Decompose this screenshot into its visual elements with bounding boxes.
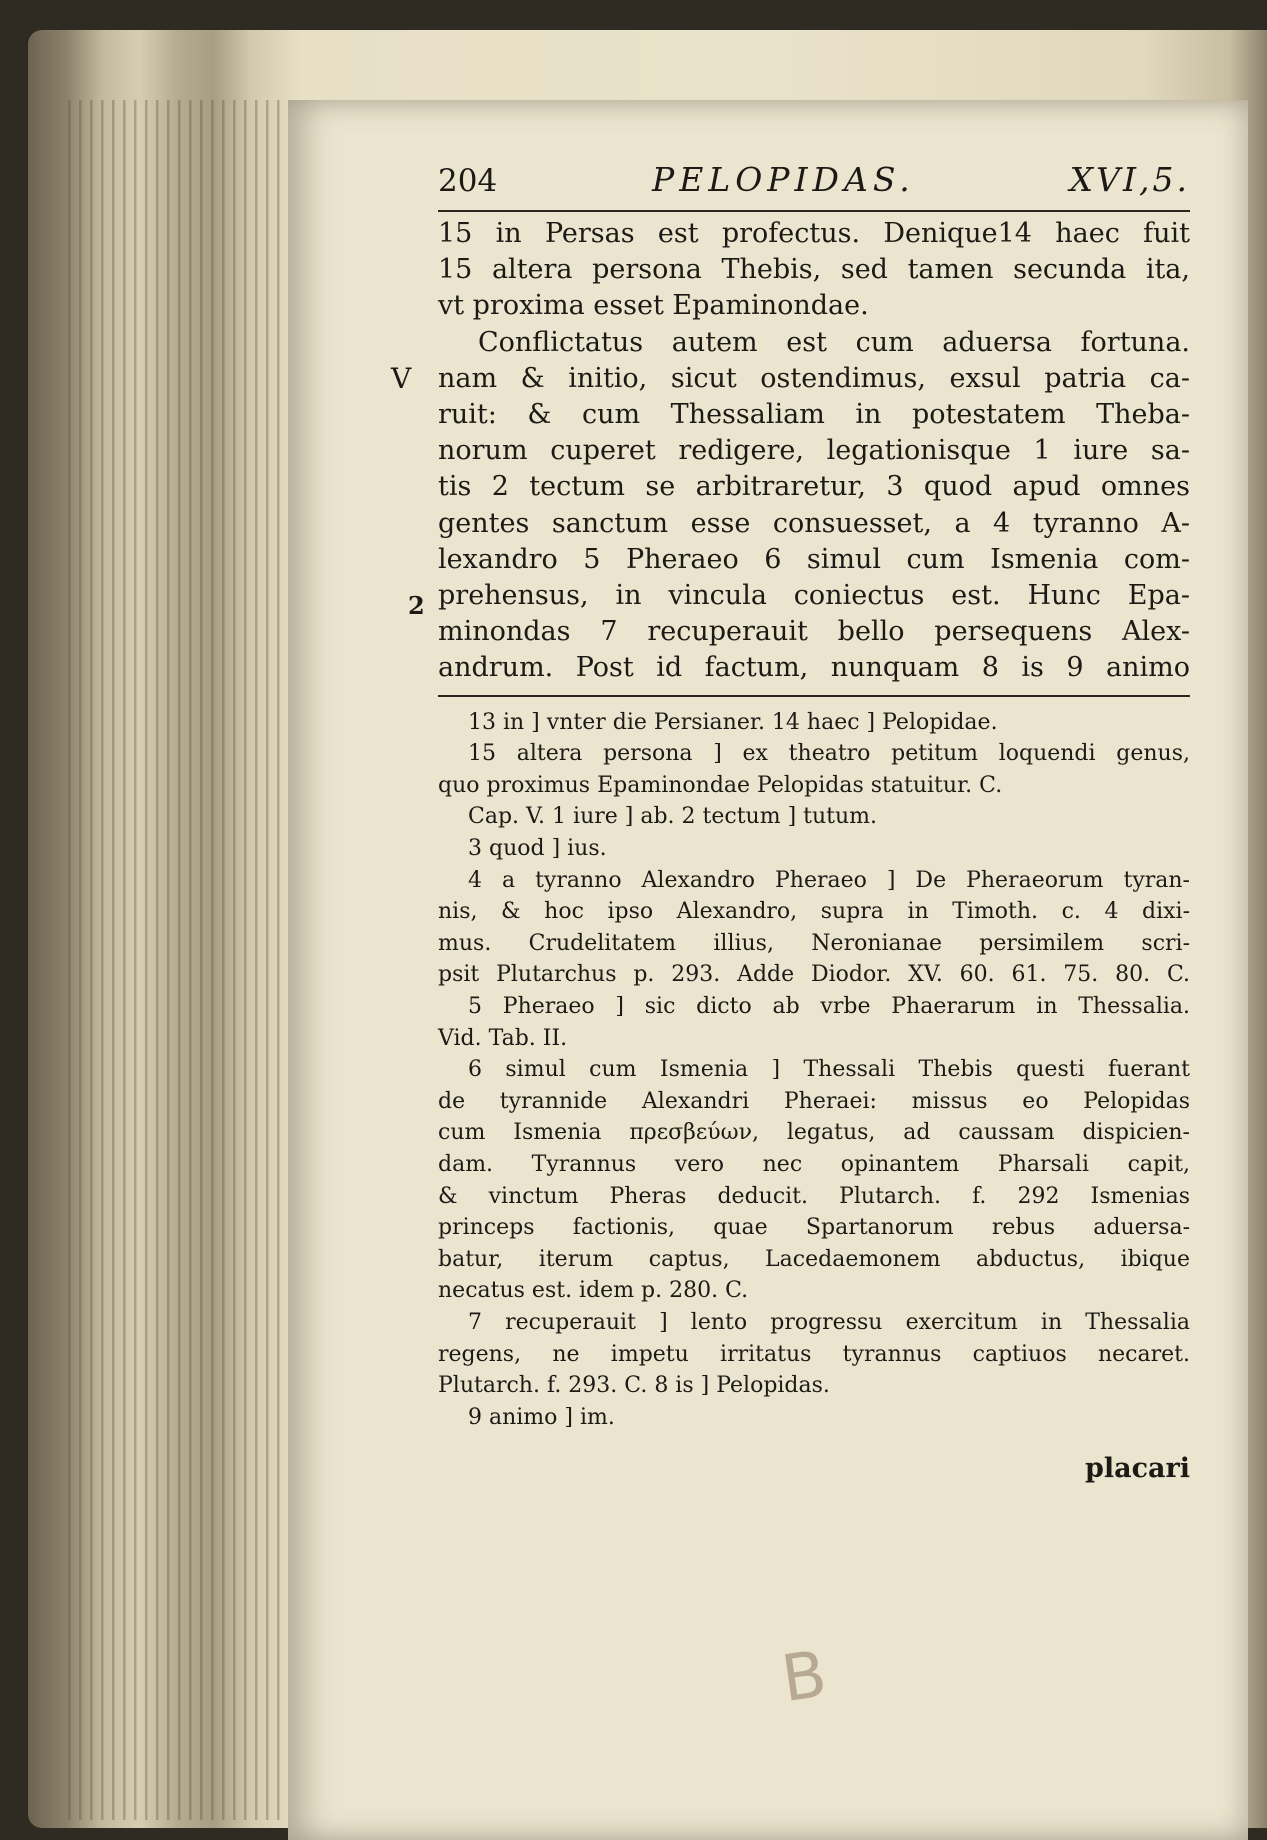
main-text: [391, 216, 1190, 687]
footnote-line: dam. Tyrannus vero nec opinantem Pharsali capit,: [438, 1151, 1190, 1177]
page-content: [391, 160, 1190, 1485]
footnote-line: 15 altera persona ] ex theatro petitum loquendi genus,: [468, 741, 1190, 767]
text-line: ruit: & cum Thessaliam in potestatem Theba-: [438, 399, 1190, 431]
chapter-number: XVI,5.: [1069, 160, 1190, 199]
footnote-line: Plutarch. f. 293. C. 8 is ] Pelopidas.: [438, 1373, 830, 1399]
text-line: andrum. Post id factum, nunquam 8 is 9 animo: [438, 652, 1190, 684]
section-mark: V: [391, 362, 412, 395]
book-page: [288, 100, 1248, 1840]
text-line: vt proxima esset Epaminondae.: [438, 290, 869, 322]
text-line: gentes sanctum esse consuesset, a 4 tyranno A-: [438, 507, 1190, 539]
text-line: tis 2 tectum se arbitraretur, 3 quod apud omnes: [438, 471, 1190, 503]
footnote-line: necatus est. idem p. 280. C.: [438, 1278, 749, 1304]
footnote-line: 9 animo ] im.: [468, 1404, 615, 1430]
footnote-line: 4 a tyranno Alexandro Pheraeo ] De Pheraeorum tyran-: [468, 867, 1190, 893]
footnote-line: & vinctum Pheras deducit. Plutarch. f. 292 Ismenias: [438, 1183, 1190, 1209]
footnote-line: regens, ne impetu irritatus tyrannus captiuos necaret.: [438, 1341, 1190, 1367]
footnote-line: psit Plutarchus p. 293. Adde Diodor. XV. 60. 61. 75. 80. C.: [438, 962, 1190, 988]
page-header: [438, 160, 1190, 204]
footnote-line: 5 Pheraeo ] sic dicto ab vrbe Phaerarum in Thessalia.: [468, 993, 1190, 1019]
text-line: lexandro 5 Pheraeo 6 simul cum Ismenia com-: [438, 543, 1190, 575]
margin-note-mark: 2: [408, 591, 425, 620]
footnote-line: mus. Crudelitatem illius, Neronianae persimilem scri-: [438, 930, 1190, 956]
text-line: norum cuperet redigere, legationisque 1 iure sa-: [438, 435, 1190, 467]
text-line: prehensus, in vincula coniectus est. Hunc Epa-: [438, 580, 1190, 612]
page-edges: [68, 100, 298, 1820]
running-title: PELOPIDAS.: [652, 160, 915, 199]
text-line: Conflictatus autem est cum aduersa fortuna.: [478, 326, 1190, 358]
footnote-line: batur, iterum captus, Lacedaemonem abductus, ibique: [438, 1246, 1190, 1272]
footnote-line: nis, & hoc ipso Alexandro, supra in Timoth. c. 4 dixi-: [438, 899, 1190, 925]
footnote-line: quo proximus Epaminondae Pelopidas statuitur. C.: [438, 772, 1003, 798]
footnote-line: Cap. V. 1 iure ] ab. 2 tectum ] tutum.: [468, 804, 878, 830]
footnote-rule: [438, 695, 1190, 697]
text-line: minondas 7 recuperauit bello persequens Alex-: [438, 616, 1190, 648]
footnote-line: 13 in ] vnter die Persianer. 14 haec ] Pelopidae.: [468, 709, 998, 735]
text-line: nam & initio, sicut ostendimus, exsul patria ca-: [438, 362, 1190, 394]
footnotes: [438, 707, 1190, 1434]
footnote-line: 7 recuperauit ] lento progressu exercitum in Thessalia: [468, 1309, 1190, 1335]
footnote-line: princeps factionis, quae Spartanorum rebus aduersa-: [438, 1215, 1190, 1241]
catchword: placari: [1084, 1453, 1190, 1485]
page-number: 204: [438, 163, 498, 199]
footnote-line: Vid. Tab. II.: [438, 1025, 568, 1051]
text-line: 15 altera persona Thebis, sed tamen secunda ita,: [438, 254, 1190, 286]
header-rule: [438, 210, 1190, 212]
footnote-line: cum Ismenia πρεσβεύων, legatus, ad caussam dispicien-: [438, 1120, 1190, 1146]
footnote-line: 3 quod ] ius.: [468, 836, 607, 862]
book-photo: [28, 30, 1267, 1828]
footnote-line: 6 simul cum Ismenia ] Thessali Thebis questi fuerant: [468, 1057, 1190, 1083]
footnote-line: de tyrannide Alexandri Pheraei: missus eo Pelopidas: [438, 1088, 1190, 1114]
text-line: 15 in Persas est profectus. Denique14 haec fuit: [438, 218, 1190, 249]
pencil-mark: B: [777, 1637, 832, 1718]
